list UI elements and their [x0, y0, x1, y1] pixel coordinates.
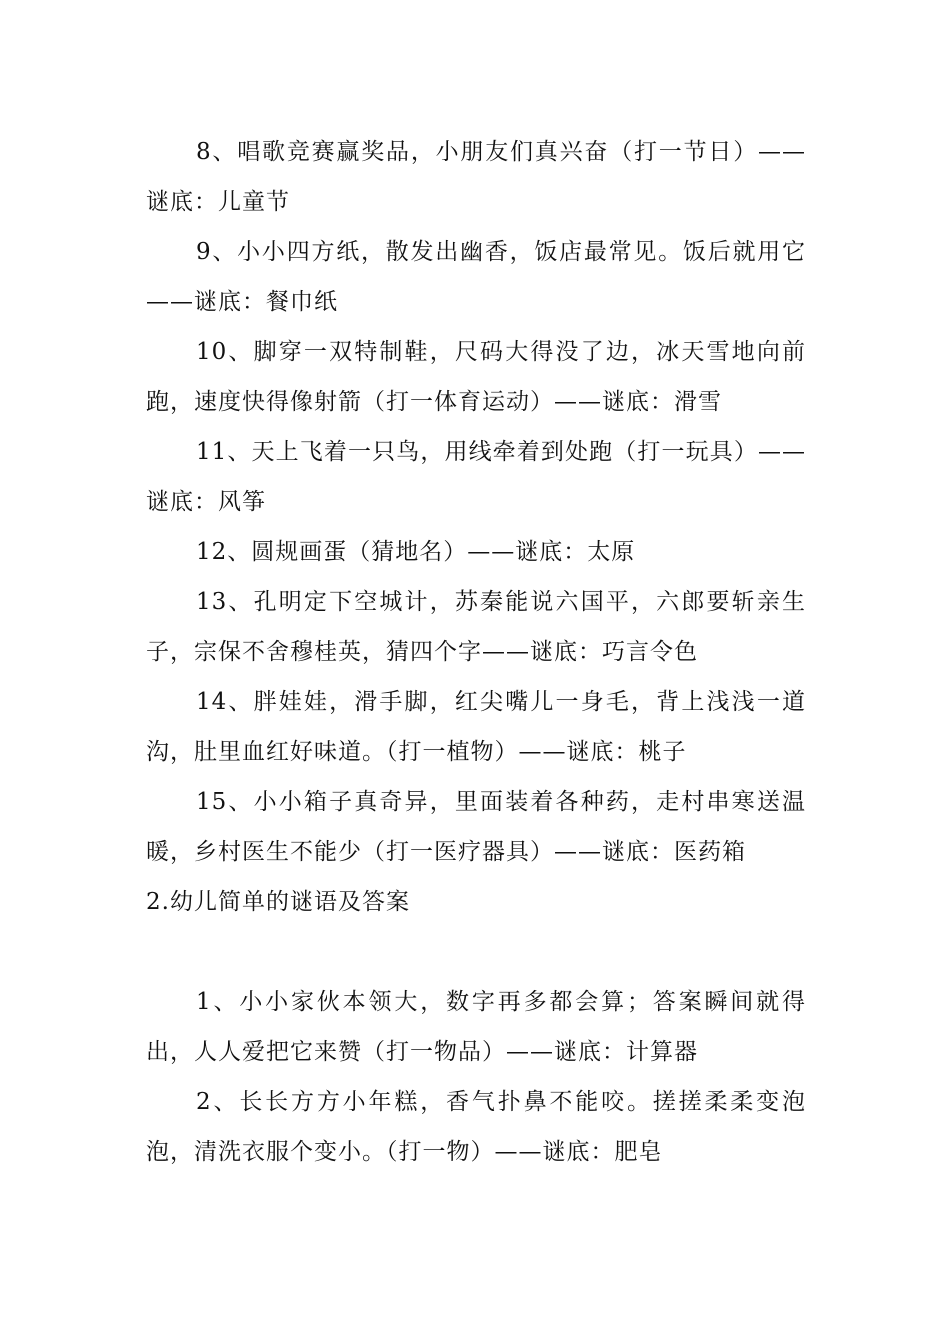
section-heading: 2.幼儿简单的谜语及答案: [146, 889, 410, 915]
blank-line: [146, 927, 806, 977]
riddle-10: 10、脚穿一双特制鞋，尺码大得没了边，冰天雪地向前跑，速度快得像射箭（打一体育运动）——谜底：滑雪: [146, 339, 806, 415]
riddle-8: 8、唱歌竞赛赢奖品，小朋友们真兴奋（打一节日）——谜底：儿童节: [146, 139, 806, 215]
riddle-12: 12、圆规画蛋（猜地名）——谜底：太原: [196, 539, 636, 565]
riddle-2: 2、长长方方小年糕，香气扑鼻不能咬。搓搓柔柔变泡泡，清洗衣服个变小。（打一物）——谜底：肥皂: [146, 1089, 806, 1165]
riddle-13: 13、孔明定下空城计，苏秦能说六国平，六郎要斩亲生子，宗保不舍穆桂英，猜四个字——谜底：巧言令色: [146, 589, 806, 665]
riddle-9: 9、小小四方纸，散发出幽香，饭店最常见。饭后就用它——谜底：餐巾纸: [146, 239, 806, 315]
riddle-1: 1、小小家伙本领大，数字再多都会算；答案瞬间就得出，人人爱把它来赞（打一物品）——谜底：计算器: [146, 989, 806, 1065]
riddle-14: 14、胖娃娃，滑手脚，红尖嘴儿一身毛，背上浅浅一道沟，肚里血红好味道。（打一植物）——谜底：桃子: [146, 689, 806, 765]
riddle-15: 15、小小箱子真奇异，里面装着各种药，走村串寒送温暖，乡村医生不能少（打一医疗器具）——谜底：医药箱: [146, 789, 806, 865]
document-body: [146, 127, 806, 1177]
riddle-11: 11、天上飞着一只鸟，用线牵着到处跑（打一玩具）——谜底：风筝: [146, 439, 806, 515]
